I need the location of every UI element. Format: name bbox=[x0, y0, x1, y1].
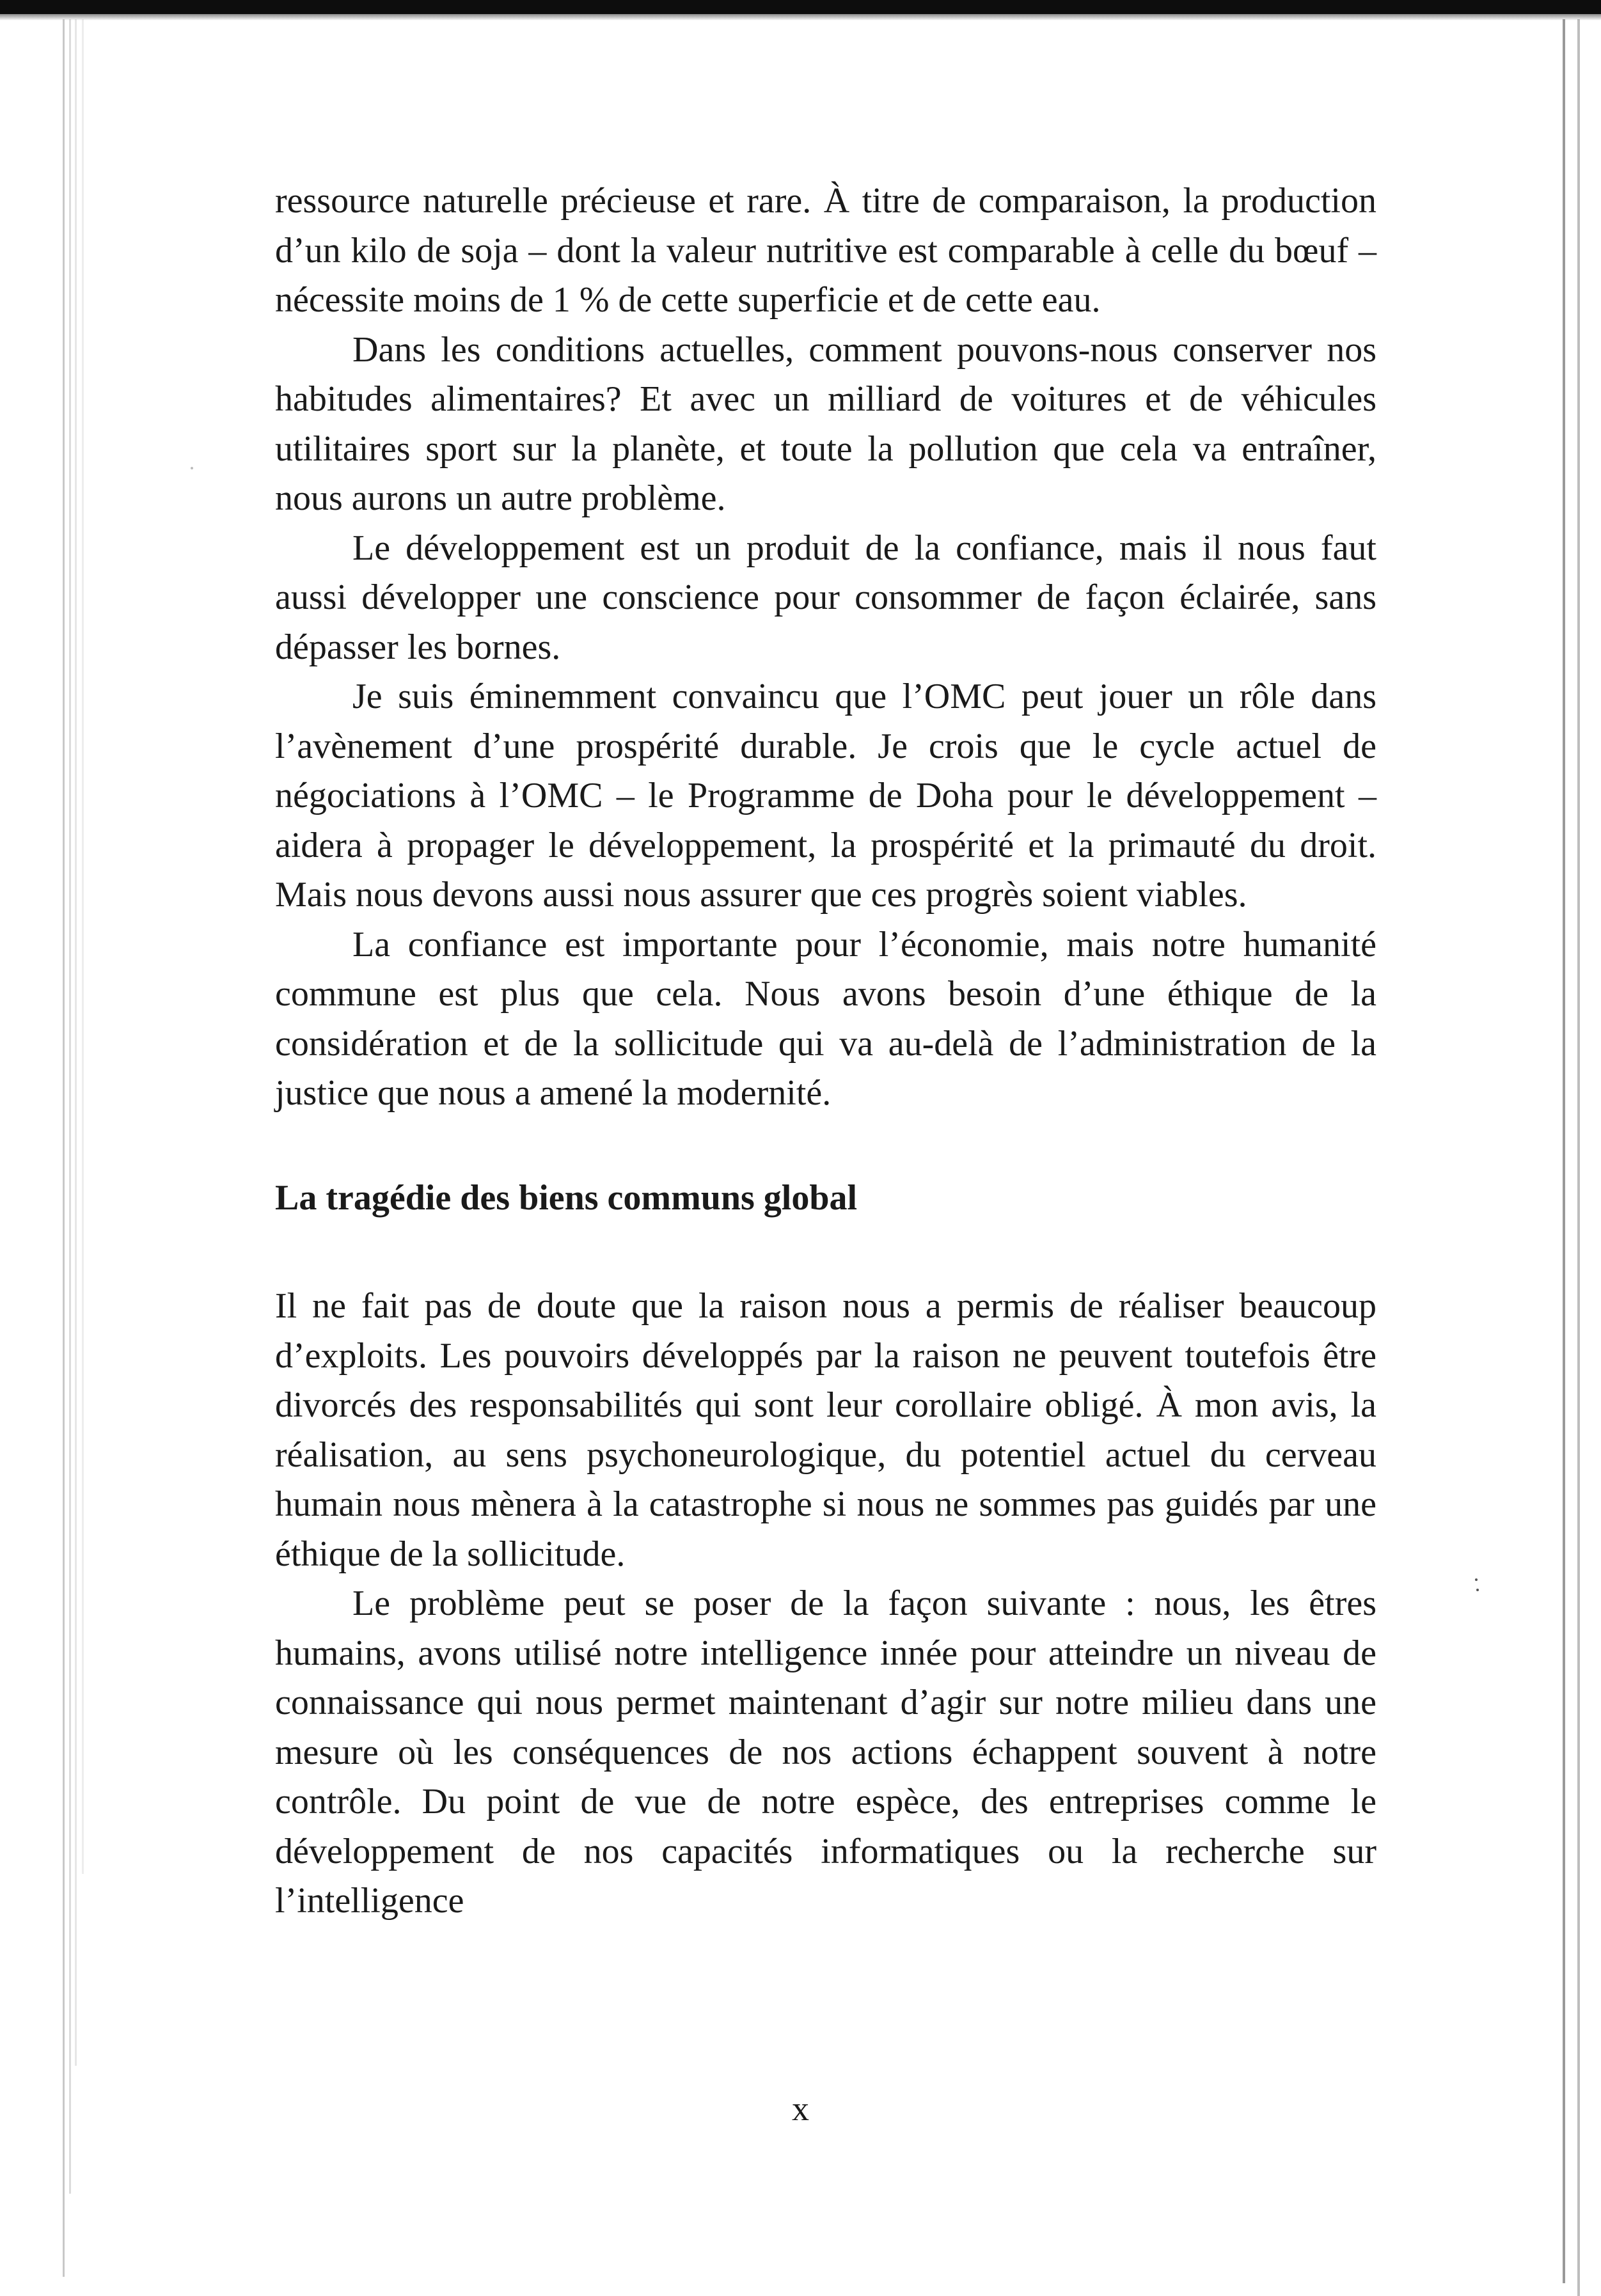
section-heading: La tragédie des biens communs global bbox=[275, 1177, 858, 1218]
scan-edge-right bbox=[1577, 19, 1580, 2296]
paragraph: Il ne fait pas de doute que la raison nous a permis de réaliser beaucoup d’exploits. Les pouvoirs développés par la raison ne peuvent toutefois être divorcés des responsabilités qui sont leur corollaire obligé. À mon avis, la réalisation, au sens psychoneurologique, du potentiel actuel du cerveau humain nous mènera à la catastrophe si nous ne sommes pas guidés par une éthique de la sollicitude. bbox=[275, 1286, 1376, 1574]
paragraph: La confiance est importante pour l’économie, mais notre humanité commune est plus que cela. Nous avons besoin d’une éthique de la considération et de la sollicitude qui va au-delà de l’administration de la justice que nous a amené la modernité. bbox=[275, 924, 1376, 1113]
scan-speck bbox=[1476, 1589, 1479, 1591]
paragraph-continued: ressource naturelle précieuse et rare. À titre de comparaison, la production d’un kilo de soja – dont la valeur nutritive est comparable à celle du bœuf – nécessite moins de 1 % de cette superficie et de cette eau. bbox=[275, 181, 1376, 320]
page-body bbox=[275, 177, 1376, 1926]
page-number: x bbox=[792, 2089, 809, 2128]
scan-border-top bbox=[0, 0, 1601, 14]
paragraph: Le développement est un produit de la confiance, mais il nous faut aussi développer une conscience pour consommer de façon éclairée, sans dépasser les bornes. bbox=[275, 528, 1376, 667]
scan-edge-right bbox=[1563, 19, 1565, 2283]
scan-shadow-top bbox=[0, 14, 1601, 20]
scan-edge-left bbox=[63, 19, 65, 2277]
scan-edge-left bbox=[82, 19, 84, 1874]
paragraph: Dans les conditions actuelles, comment pouvons-nous conserver nos habitudes alimentaires? Et avec un milliard de voitures et de véhicules utilitaires sport sur la planète, et toute la pollution que cela va entraîner, nous aurons un autre problème. bbox=[275, 329, 1376, 518]
paragraph: Je suis éminemment convaincu que l’OMC peut jouer un rôle dans l’avènement d’une prospérité durable. Je crois que le cycle actuel de négociations à l’OMC – le Programme de Doha pour le développement – aidera à propager le développement, la prospérité et la primauté du droit. Mais nous devons aussi nous assurer que ces progrès soient viables. bbox=[275, 677, 1376, 915]
paragraph: Le problème peut se poser de la façon suivante : nous, les êtres humains, avons utilisé notre intelligence innée pour atteindre un niveau de connaissance qui nous permet maintenant d’agir sur notre milieu dans une mesure où les conséquences de nos actions échappent souvent à notre contrôle. Du point de vue de notre espèce, des entreprises comme le développement de nos capacités informatiques ou la recherche sur l’intelligence bbox=[275, 1584, 1376, 1921]
scan-edge-left bbox=[69, 19, 71, 2194]
scan-speck bbox=[191, 467, 193, 469]
scan-edge-left bbox=[75, 19, 77, 2066]
scan-speck bbox=[1475, 1578, 1478, 1581]
